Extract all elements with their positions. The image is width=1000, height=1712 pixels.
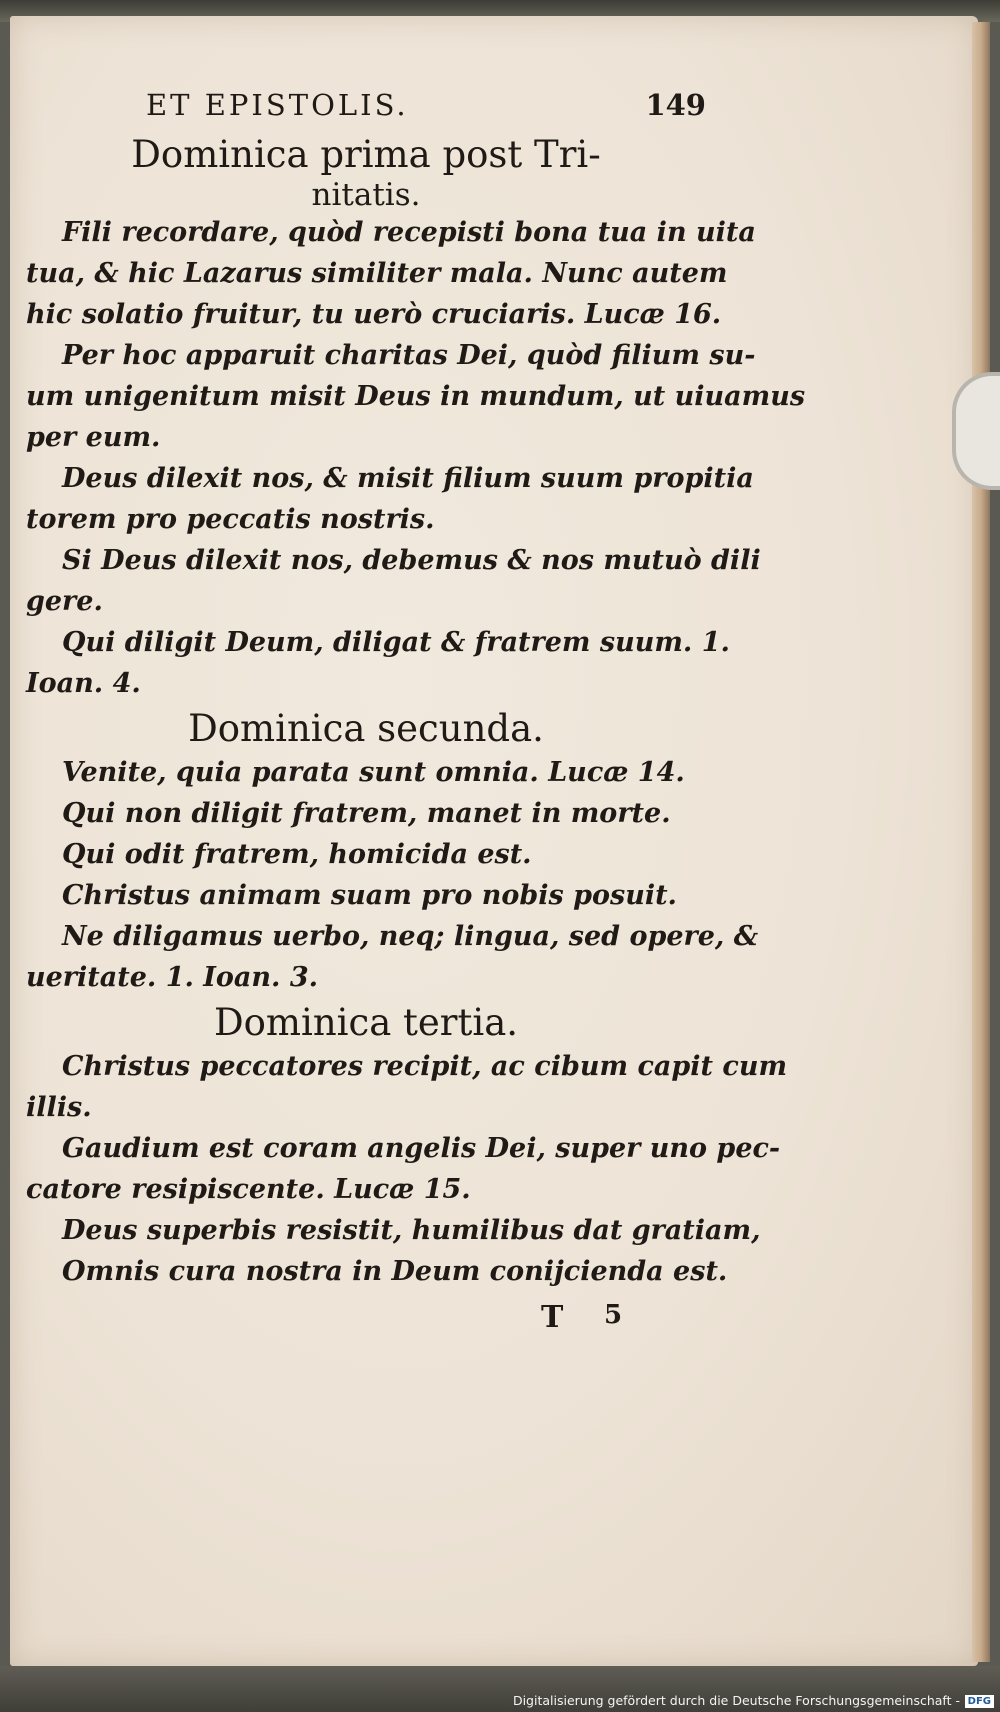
text-line: Ne diligamus uerbo, neq; lingua, sed opere, & [62, 921, 759, 952]
text-line: ueritate. 1. Ioan. 3. [26, 962, 319, 993]
section-heading-line: Dominica secunda. [188, 707, 544, 750]
section-heading [26, 1000, 706, 1046]
running-head-title: ET EPISTOLIS. [146, 88, 409, 122]
text-line: Si Deus dilexit nos, debemus & nos mutuò dili [62, 545, 761, 576]
signature-letter: T [541, 1300, 564, 1335]
text-line: Ioan. 4. [26, 668, 141, 699]
signature-mark [26, 1298, 706, 1342]
text-line: Qui non diligit fratrem, manet in morte. [62, 798, 671, 829]
text-line: Christus animam suam pro nobis posuit. [62, 880, 677, 911]
text-line: Fili recordare, quòd recepisti bona tua in uita [62, 217, 756, 248]
sermon-sections [26, 132, 806, 1292]
section-heading-line: Dominica prima post Tri- [131, 133, 601, 176]
text-line: Gaudium est coram angelis Dei, super uno pec- [62, 1133, 781, 1164]
dfg-logo: DFG [965, 1695, 994, 1708]
text-line: per eum. [26, 422, 161, 453]
text-line: Omnis cura nostra in Deum conijcienda est. [62, 1256, 728, 1287]
text-line: tua, & hic Lazarus similiter mala. Nunc autem [26, 258, 728, 289]
text-line: catore resipiscente. Lucæ 15. [26, 1174, 471, 1205]
text-line: um unigenitum misit Deus in mundum, ut uiuamus [26, 381, 806, 412]
section-heading [26, 132, 706, 212]
text-line: hic solatio fruitur, tu uerò cruciaris. Lucæ 16. [26, 299, 722, 330]
running-head [26, 78, 706, 130]
text-line: Qui odit fratrem, homicida est. [62, 839, 532, 870]
digitization-credit: Digitalisierung gefördert durch die Deutsche Forschungsgemeinschaft - [512, 1693, 960, 1708]
text-line: gere. [26, 586, 103, 617]
page-text [26, 78, 806, 1342]
section-heading-line: Dominica tertia. [213, 1001, 519, 1044]
section-heading [26, 706, 706, 752]
text-line: Per hoc apparuit charitas Dei, quòd filium su- [62, 340, 756, 371]
text-line: Qui diligit Deum, diligat & fratrem suum. 1. [62, 627, 730, 658]
page-number: 149 [645, 88, 706, 122]
text-line: Christus peccatores recipit, ac cibum capit cum [62, 1051, 788, 1082]
section-heading-line: nitatis. [311, 177, 421, 213]
text-line: Deus superbis resistit, humilibus dat gratiam, [62, 1215, 761, 1246]
text-line: Venite, quia parata sunt omnia. Lucæ 14. [62, 757, 685, 788]
page-tab-marker [952, 372, 1000, 490]
signature-number: 5 [604, 1300, 623, 1330]
text-line: Deus dilexit nos, & misit filium suum propitia [62, 463, 754, 494]
text-line: torem pro peccatis nostris. [26, 504, 435, 535]
text-line: illis. [26, 1092, 92, 1123]
scan-bottom-border [0, 1666, 1000, 1712]
page-edge [972, 22, 990, 1662]
